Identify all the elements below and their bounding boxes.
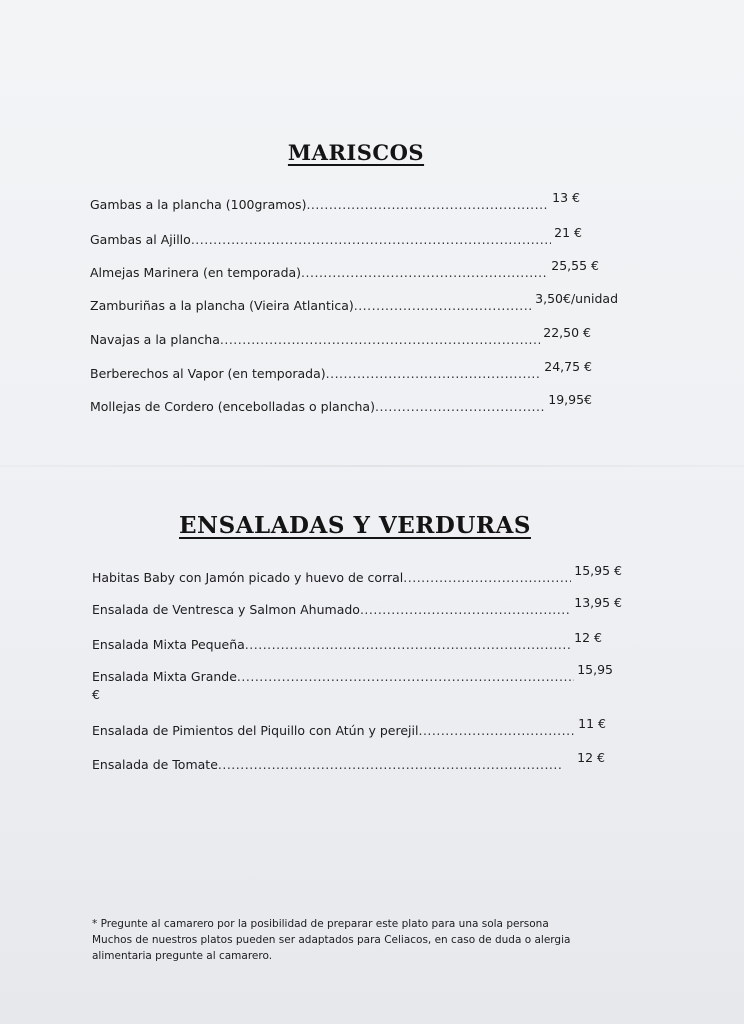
item-name: Mollejas de Cordero (encebolladas o plancha) (90, 399, 375, 414)
item-name: Ensalada de Tomate (92, 757, 218, 772)
item-price: 12 € (574, 630, 602, 645)
item-name: Ensalada Mixta Grande (92, 669, 237, 684)
menu-item (90, 359, 592, 381)
item-name: Gambas a la plancha (100gramos) (90, 197, 307, 212)
item-price-wrap: € (92, 687, 100, 702)
item-price: 13 € (552, 190, 580, 205)
item-price: 22,50 € (543, 325, 591, 340)
leader-dots (403, 570, 571, 585)
leader-dots (354, 298, 532, 313)
menu-item (92, 750, 605, 772)
item-price: 19,95€ (548, 392, 592, 407)
item-name: Habitas Baby con Jamón picado y huevo de corral (92, 570, 404, 585)
menu-item (92, 662, 613, 684)
menu-item (90, 190, 580, 212)
leader-dots (218, 757, 563, 772)
item-price: 13,95 € (574, 595, 622, 610)
item-price: 12 € (577, 750, 605, 765)
footnote-line-2: Muchos de nuestros platos pueden ser adaptados para Celiacos, en caso de duda o alergia alimentaria pregunte al camarero. (92, 934, 571, 962)
item-price: 15,95 € (574, 563, 622, 578)
item-name: Ensalada Mixta Pequeña (92, 637, 245, 652)
item-price: 15,95 (577, 662, 613, 677)
leader-dots (220, 332, 540, 347)
item-name: Navajas a la plancha (90, 332, 220, 347)
menu-item (90, 258, 599, 280)
item-price: 21 € (554, 225, 582, 240)
section-title-ensaladas: ENSALADAS Y VERDURAS (179, 512, 531, 539)
menu-item (92, 630, 602, 652)
item-price: 25,55 € (551, 258, 599, 273)
menu-item (92, 595, 622, 617)
menu-item (90, 225, 582, 247)
leader-dots (245, 637, 571, 652)
menu-item (92, 563, 622, 585)
menu-item (90, 325, 591, 347)
leader-dots (191, 232, 551, 247)
leader-dots (418, 723, 575, 738)
item-name: Ensalada de Pimientos del Piquillo con Atún y perejil (92, 723, 419, 738)
leader-dots (360, 602, 571, 617)
item-name: Berberechos al Vapor (en temporada) (90, 366, 326, 381)
item-price: 24,75 € (544, 359, 592, 374)
footnote (92, 916, 612, 964)
item-name: Zamburiñas a la plancha (Vieira Atlantica) (90, 298, 354, 313)
item-price: 3,50€/unidad (535, 291, 618, 306)
leader-dots (237, 669, 574, 684)
footnote-line-1: * Pregunte al camarero por la posibilidad de preparar este plato para una sola persona (92, 918, 549, 930)
menu-item (90, 291, 618, 313)
item-name: Gambas al Ajillo (90, 232, 191, 247)
menu-item (90, 392, 592, 414)
menu-item (92, 716, 606, 738)
leader-dots (306, 197, 549, 212)
item-price: 11 € (578, 716, 606, 731)
item-name: Ensalada de Ventresca y Salmon Ahumado (92, 602, 360, 617)
item-name: Almejas Marinera (en temporada) (90, 265, 302, 280)
paper-fold (0, 465, 744, 467)
leader-dots (326, 366, 542, 381)
leader-dots (375, 399, 545, 414)
leader-dots (301, 265, 548, 280)
section-title-mariscos: MARISCOS (287, 140, 425, 165)
